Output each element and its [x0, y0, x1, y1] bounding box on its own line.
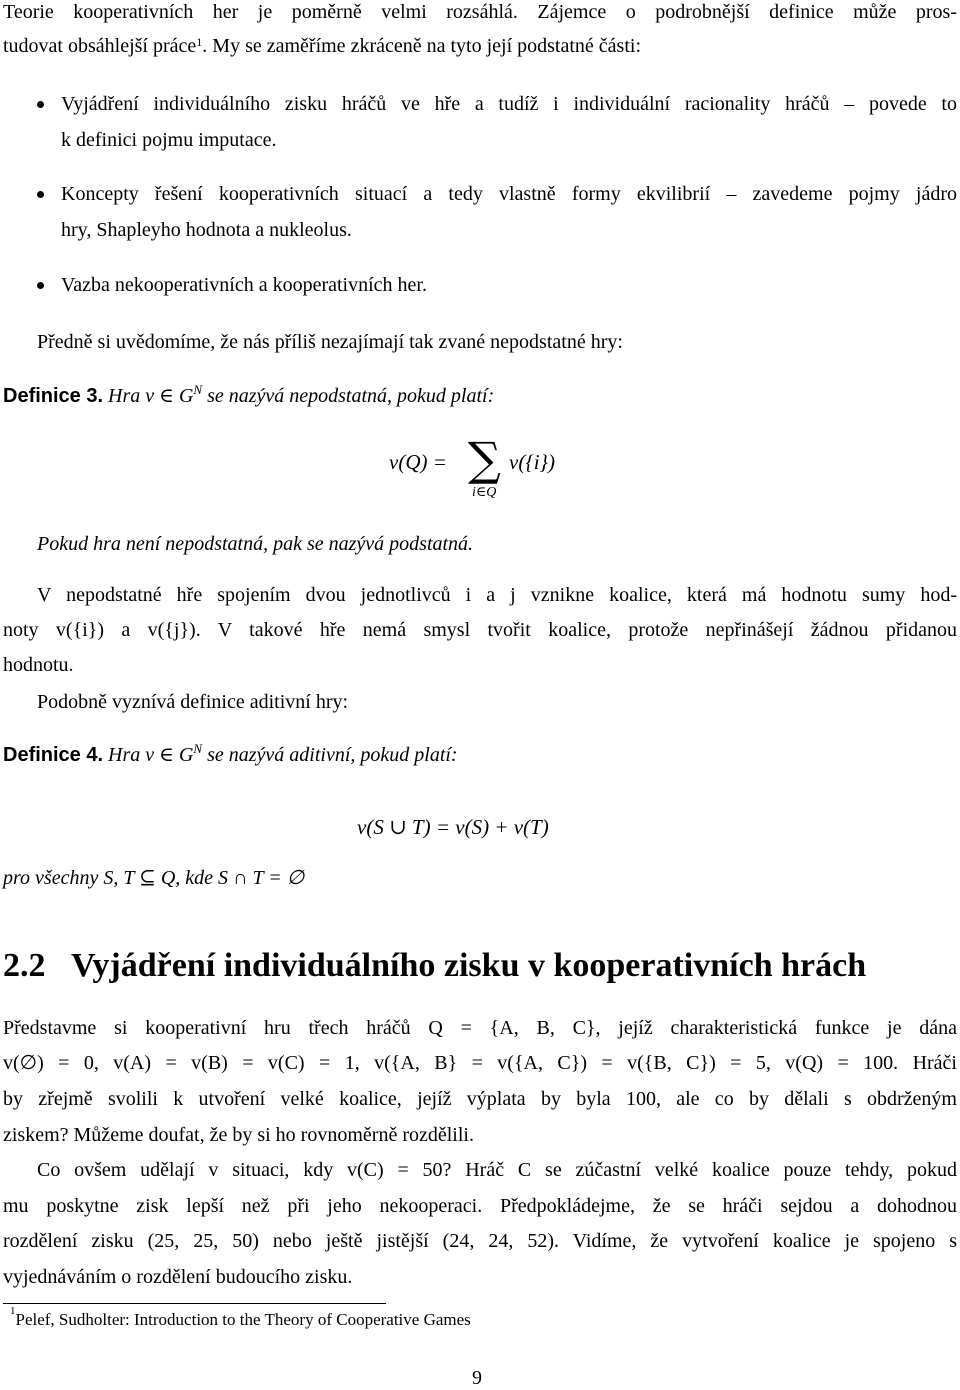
formula-3-right: v({i}) [509, 450, 555, 474]
footnote-mark: 1 [10, 1305, 16, 1317]
definition-3-text-b: se nazývá nepodstatná, pokud platí: [207, 385, 495, 407]
paragraph-coovsem-line-3: rozdělení zisku (25, 25, 50) nebo ještě jistější (24, 24, 52). Vidíme, že vytvoření koalice je spojeno s [3, 1230, 957, 1252]
bullet-1-line-2: k definici pojmu imputace. [61, 129, 277, 151]
formula-3-left: v(Q) = [389, 450, 447, 474]
definition-3-text-a: Hra [108, 385, 141, 407]
paragraph-spojeni-line-1: V nepodstatné hře spojením dvou jednotlivců i a j vznikne koalice, která má hodnotu sumy hod- [37, 584, 957, 606]
definition-4-text-b: se nazývá aditivní, pokud platí: [207, 744, 458, 766]
sum-index: i∈Q [472, 485, 497, 500]
bullet-icon [37, 191, 44, 198]
intro-line-2 [3, 34, 641, 58]
intro-line-2b: . My se zaměříme zkráceně na tyto její podstatné části: [202, 35, 642, 57]
paragraph-spojeni-line-3: hodnotu. [3, 654, 74, 676]
bullet-1-line-1: Vyjádření individuálního zisku hráčů ve hře a tudíž i individuální racionality hráčů – povede to [61, 93, 957, 115]
bullet-icon [37, 282, 44, 289]
formula-4: v(S ∪ T) = v(S) + v(T) [357, 815, 549, 839]
definition-4-condition: pro všechny S, T ⊆ Q, kde S ∩ T = ∅ [3, 867, 305, 889]
bullet-2-line-1: Koncepty řešení kooperativních situací a tedy vlastně formy ekvilibrií – zavedeme pojmy jádro [61, 183, 957, 205]
paragraph-spojeni-line-2: noty v({i}) a v({j}). V takové hře nemá smysl tvořit koalice, protože nepřinášejí žádnou přidanou [3, 619, 957, 641]
footnote [10, 1305, 471, 1330]
bullet-icon [37, 101, 44, 108]
paragraph-predstavme-line-1: Představme si kooperativní hru třech hráčů Q = {A, B, C}, jejíž charakteristická funkce je dána [3, 1017, 957, 1039]
bullet-2-line-2: hry, Shapleyho hodnota a nukleolus. [61, 219, 352, 241]
footnote-divider [3, 1303, 386, 1304]
footnote-text: Pelef, Sudholter: Introduction to the Theory of Cooperative Games [15, 1310, 471, 1329]
paragraph-coovsem-line-1: Co ovšem udělají v situaci, kdy v(C) = 50? Hráč C se zúčastní velké koalice pouze tehdy, pokud [37, 1159, 957, 1181]
definition-4-text-a: Hra [108, 744, 141, 766]
bullet-3-line-1: Vazba nekooperativních a kooperativních her. [61, 274, 427, 296]
definition-3-after: Pokud hra není nepodstatná, pak se nazývá podstatná. [37, 533, 474, 555]
definition-4: Definice 4. Hra v ∈ $G^N$ se nazývá aditivní, pokud platí: [3, 741, 458, 766]
footnote-ref[interactable]: 1 [196, 35, 203, 49]
paragraph-predstavme-line-2: v(∅) = 0, v(A) = v(B) = v(C) = 1, v({A, B} = v({A, C}) = v({B, C}) = 5, v(Q) = 100. Hráči [3, 1052, 957, 1074]
page-number: 9 [472, 1367, 482, 1389]
paragraph-predstavme-line-4: ziskem? Můžeme doufat, že by si ho rovnoměrně rozdělili. [3, 1124, 474, 1146]
intro-line-2a: tudovat obsáhlejší práce [3, 35, 197, 57]
paragraph-nepodstatne: Předně si uvědomíme, že nás příliš nezajímají tak zvané nepodstatné hry: [37, 331, 623, 353]
intro-line-1: Teorie kooperativních her je poměrně velmi rozsáhlá. Zájemce o podrobnější definice může pros- [3, 1, 957, 23]
paragraph-coovsem-line-4: vyjednáváním o rozdělení budoucího zisku. [3, 1266, 353, 1288]
definition-3: Definice 3. Hra v ∈ $G^N$ se nazývá nepodstatná, pokud platí: [3, 382, 495, 407]
section-number: 2.2 [3, 947, 46, 984]
definition-4-label: Definice 4. [3, 744, 104, 766]
sum-sigma: ∑ [468, 432, 501, 486]
section-title: Vyjádření individuálního zisku v kooperativních hrách [71, 947, 867, 984]
definition-3-label: Definice 3. [3, 385, 104, 407]
paragraph-predstavme-line-3: by zřejmě svolili k utvoření velké koalice, jejíž výplata by byla 100, ale co by dělali s obdrženým [3, 1088, 957, 1110]
paragraph-coovsem-line-2: mu poskytne zisk lepší než při jeho nekooperaci. Předpokládejme, že se hráči sejdou a dohodnou [3, 1195, 957, 1217]
section-heading [3, 946, 866, 986]
paragraph-aditivni: Podobně vyznívá definice aditivní hry: [37, 691, 349, 713]
